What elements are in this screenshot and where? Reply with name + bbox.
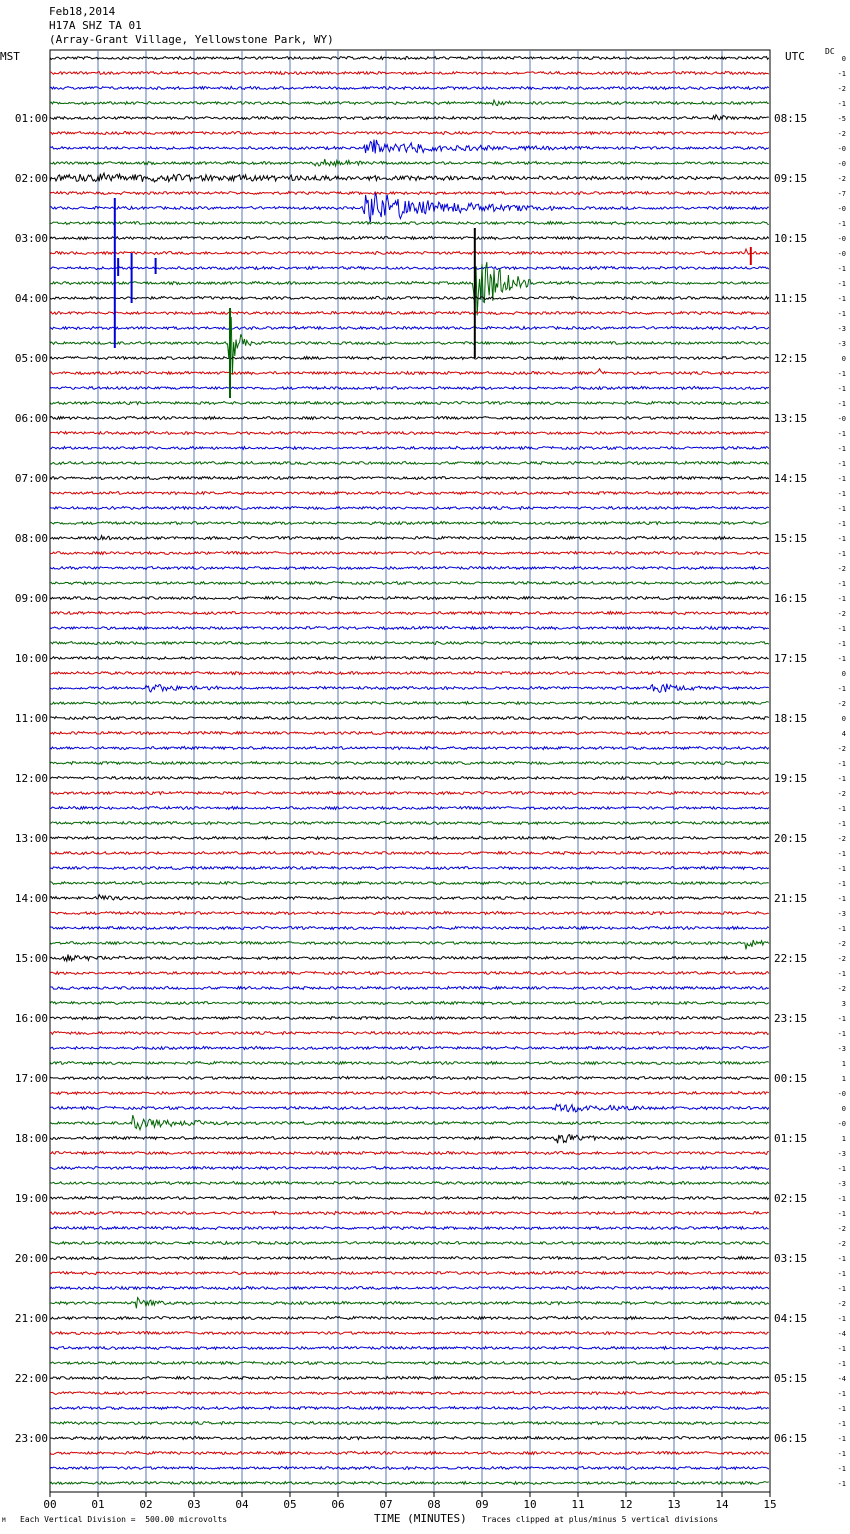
x-tick-label: 09 bbox=[475, 1498, 489, 1511]
trace-row bbox=[50, 57, 769, 60]
dc-offset-label: 0 bbox=[841, 355, 846, 363]
trace-row bbox=[50, 1135, 769, 1144]
dc-offset-label: -2 bbox=[837, 700, 846, 708]
mst-hour-label: 17:00 bbox=[14, 1072, 48, 1085]
dc-offset-label: -3 bbox=[837, 340, 846, 348]
trace-row bbox=[50, 567, 769, 570]
plot-frame bbox=[50, 50, 770, 1492]
trace-row bbox=[50, 1115, 769, 1130]
trace-row bbox=[50, 132, 769, 135]
utc-hour-label: 16:15 bbox=[774, 592, 808, 605]
trace-row bbox=[50, 1377, 769, 1380]
dc-offset-label: -1 bbox=[837, 850, 846, 858]
trace-row bbox=[50, 369, 769, 375]
mst-hour-label: 02:00 bbox=[14, 172, 48, 185]
dc-offset-label: -1 bbox=[837, 70, 846, 78]
right-axis-label: UTC bbox=[785, 50, 805, 63]
trace-row bbox=[50, 701, 769, 704]
x-tick-label: 10 bbox=[523, 1498, 537, 1511]
x-tick-label: 14 bbox=[715, 1498, 729, 1511]
x-tick-label: 07 bbox=[379, 1498, 393, 1511]
dc-offset-label: -1 bbox=[837, 820, 846, 828]
trace-row bbox=[50, 671, 769, 674]
dc-offset-label: -1 bbox=[837, 295, 846, 303]
trace-row bbox=[50, 262, 769, 315]
trace-row bbox=[50, 476, 769, 479]
trace-row bbox=[50, 852, 769, 855]
trace-row bbox=[50, 642, 769, 645]
dc-offset-label: -1 bbox=[837, 550, 846, 558]
mst-hour-label: 06:00 bbox=[14, 412, 48, 425]
trace-row bbox=[50, 1032, 769, 1035]
utc-hour-label: 01:15 bbox=[774, 1132, 808, 1145]
trace-row bbox=[50, 1257, 769, 1260]
dc-offset-label: -1 bbox=[837, 1030, 846, 1038]
dc-offset-label: -0 bbox=[837, 160, 846, 168]
dc-offset-label: -1 bbox=[837, 445, 846, 453]
trace-row bbox=[50, 1287, 769, 1290]
trace-row bbox=[50, 386, 769, 389]
trace-row bbox=[50, 940, 769, 949]
mst-hour-label: 15:00 bbox=[14, 952, 48, 965]
trace-row bbox=[50, 955, 769, 962]
utc-hour-label: 21:15 bbox=[774, 892, 808, 905]
trace-row bbox=[50, 627, 769, 630]
dc-offset-label: -1 bbox=[837, 1405, 846, 1413]
utc-hour-label: 06:15 bbox=[774, 1432, 808, 1445]
trace-row bbox=[50, 1481, 769, 1484]
trace-row bbox=[50, 1227, 769, 1230]
footer-clip-note: Traces clipped at plus/minus 5 vertical divisions bbox=[482, 1515, 719, 1524]
utc-hour-label: 18:15 bbox=[774, 712, 808, 725]
trace-row bbox=[50, 987, 769, 990]
utc-hour-label: 19:15 bbox=[774, 772, 808, 785]
mst-hour-label: 23:00 bbox=[14, 1432, 48, 1445]
trace-row bbox=[50, 882, 769, 885]
dc-offset-label: -1 bbox=[837, 1420, 846, 1428]
dc-offset-label: -4 bbox=[837, 1330, 846, 1338]
dc-offset-label: -2 bbox=[837, 985, 846, 993]
trace-row bbox=[50, 866, 769, 869]
trace-row bbox=[50, 1317, 769, 1320]
trace-row bbox=[50, 971, 769, 974]
header-date: Feb18,2014 bbox=[49, 5, 116, 18]
trace-row bbox=[50, 792, 769, 795]
trace-row bbox=[50, 492, 769, 495]
utc-hour-label: 13:15 bbox=[774, 412, 808, 425]
dc-offset-label: -0 bbox=[837, 1090, 846, 1098]
mst-hour-label: 16:00 bbox=[14, 1012, 48, 1025]
trace-row bbox=[50, 746, 769, 749]
dc-offset-label: -1 bbox=[837, 385, 846, 393]
trace-row bbox=[50, 776, 769, 779]
dc-offset-label: -2 bbox=[837, 1240, 846, 1248]
footer-scale-note: Each Vertical Division = 500.00 microvolts bbox=[20, 1515, 228, 1524]
dc-offset-label: -1 bbox=[837, 1450, 846, 1458]
dc-offset-label: -1 bbox=[837, 100, 846, 108]
dc-offset-label: -0 bbox=[837, 250, 846, 258]
dc-offset-label: -1 bbox=[837, 1015, 846, 1023]
dc-offset-label: -1 bbox=[837, 1270, 846, 1278]
utc-hour-label: 09:15 bbox=[774, 172, 808, 185]
dc-offset-label: -1 bbox=[837, 370, 846, 378]
dc-offset-label: 0 bbox=[841, 670, 846, 678]
dc-offset-label: -3 bbox=[837, 1150, 846, 1158]
dc-offset-label: -0 bbox=[837, 205, 846, 213]
trace-row bbox=[50, 1391, 769, 1394]
trace-row bbox=[50, 927, 769, 930]
dc-offset-label: -1 bbox=[837, 640, 846, 648]
dc-offset-label: -1 bbox=[837, 1480, 846, 1488]
trace-row bbox=[50, 159, 769, 166]
mst-hour-label: 01:00 bbox=[14, 112, 48, 125]
dc-offset-label: -1 bbox=[837, 460, 846, 468]
utc-hour-label: 14:15 bbox=[774, 472, 808, 485]
trace-row bbox=[50, 357, 769, 360]
dc-offset-label: -1 bbox=[837, 685, 846, 693]
trace-row bbox=[50, 140, 769, 154]
trace-row bbox=[50, 1167, 769, 1170]
trace-row bbox=[50, 717, 769, 720]
dc-offset-label: -3 bbox=[837, 1180, 846, 1188]
dc-offset-label: -1 bbox=[837, 775, 846, 783]
trace-row bbox=[50, 1347, 769, 1350]
footer-mark: M bbox=[2, 1517, 6, 1524]
dc-offset-label: -2 bbox=[837, 835, 846, 843]
dc-offset-label: -1 bbox=[837, 430, 846, 438]
dc-offset-label: -1 bbox=[837, 310, 846, 318]
trace-row bbox=[50, 1077, 769, 1080]
mst-hour-label: 11:00 bbox=[14, 712, 48, 725]
trace-row bbox=[50, 173, 769, 182]
dc-offset-label: -0 bbox=[837, 1120, 846, 1128]
dc-offset-label: 3 bbox=[841, 1000, 846, 1008]
dc-offset-label: 0 bbox=[841, 1105, 846, 1113]
trace-row bbox=[50, 192, 769, 195]
dc-offset-label: -1 bbox=[837, 595, 846, 603]
dc-offset-label: -1 bbox=[837, 1345, 846, 1353]
dc-offset-label: -2 bbox=[837, 940, 846, 948]
trace-row bbox=[50, 911, 769, 914]
mst-hour-label: 21:00 bbox=[14, 1312, 48, 1325]
trace-row bbox=[50, 86, 769, 89]
utc-hour-label: 03:15 bbox=[774, 1252, 808, 1265]
dc-offset-label: 1 bbox=[841, 1075, 846, 1083]
trace-row bbox=[50, 222, 769, 225]
dc-offset-label: -1 bbox=[837, 1165, 846, 1173]
dc-offset-label: -4 bbox=[837, 1375, 846, 1383]
trace-row bbox=[50, 446, 769, 449]
trace-row bbox=[50, 597, 769, 600]
trace-row bbox=[50, 1407, 769, 1410]
dc-offset-label: -2 bbox=[837, 565, 846, 573]
trace-row bbox=[50, 1361, 769, 1364]
mst-hour-label: 20:00 bbox=[14, 1252, 48, 1265]
x-tick-label: 06 bbox=[331, 1498, 345, 1511]
mst-hour-label: 07:00 bbox=[14, 472, 48, 485]
dc-offset-label: -1 bbox=[837, 865, 846, 873]
x-tick-label: 01 bbox=[91, 1498, 105, 1511]
dc-offset-label: -1 bbox=[837, 1285, 846, 1293]
trace-row bbox=[50, 1196, 769, 1199]
trace-row bbox=[50, 100, 769, 105]
trace-row bbox=[50, 402, 769, 405]
mst-hour-label: 13:00 bbox=[14, 832, 48, 845]
trace-row bbox=[50, 267, 769, 270]
x-tick-label: 13 bbox=[667, 1498, 681, 1511]
dc-offset-label: -2 bbox=[837, 175, 846, 183]
trace-row bbox=[50, 1272, 769, 1275]
x-tick-label: 12 bbox=[619, 1498, 633, 1511]
dc-offset-label: -2 bbox=[837, 1225, 846, 1233]
trace-row bbox=[50, 807, 769, 810]
dc-offset-label: -3 bbox=[837, 325, 846, 333]
header-station: H17A SHZ TA 01 bbox=[49, 19, 142, 32]
utc-hour-label: 20:15 bbox=[774, 832, 808, 845]
dc-offset-label: -2 bbox=[837, 1300, 846, 1308]
utc-hour-label: 10:15 bbox=[774, 232, 808, 245]
trace-row bbox=[50, 312, 769, 315]
utc-hour-label: 04:15 bbox=[774, 1312, 808, 1325]
dc-offset-label: -0 bbox=[837, 145, 846, 153]
trace-row bbox=[50, 1152, 769, 1155]
trace-row bbox=[50, 836, 769, 839]
mst-hour-label: 14:00 bbox=[14, 892, 48, 905]
trace-row bbox=[50, 249, 769, 255]
trace-row bbox=[50, 1017, 769, 1020]
trace-row bbox=[50, 432, 769, 435]
trace-row bbox=[50, 1046, 769, 1049]
mst-hour-label: 18:00 bbox=[14, 1132, 48, 1145]
trace-row bbox=[50, 417, 769, 420]
dc-offset-label: -1 bbox=[837, 400, 846, 408]
dc-offset-label: -1 bbox=[837, 1210, 846, 1218]
trace-row bbox=[50, 115, 769, 120]
x-tick-label: 08 bbox=[427, 1498, 441, 1511]
dc-offset-label: -2 bbox=[837, 790, 846, 798]
dc-offset-label: -3 bbox=[837, 910, 846, 918]
trace-row bbox=[50, 327, 769, 330]
dc-offset-label: -1 bbox=[837, 475, 846, 483]
dc-offset-label: -1 bbox=[837, 490, 846, 498]
trace-row bbox=[50, 521, 769, 524]
dc-offset-label: -0 bbox=[837, 415, 846, 423]
trace-row bbox=[50, 1211, 769, 1214]
dc-offset-label: -1 bbox=[837, 1390, 846, 1398]
trace-row bbox=[50, 1105, 769, 1112]
trace-row bbox=[50, 657, 769, 660]
utc-hour-label: 12:15 bbox=[774, 352, 808, 365]
mst-hour-label: 05:00 bbox=[14, 352, 48, 365]
x-tick-label: 03 bbox=[187, 1498, 201, 1511]
dc-offset-label: 0 bbox=[841, 715, 846, 723]
dc-offset-label: 1 bbox=[841, 1135, 846, 1143]
dc-offset-label: -1 bbox=[837, 970, 846, 978]
utc-hour-label: 08:15 bbox=[774, 112, 808, 125]
trace-row bbox=[50, 462, 769, 465]
dc-offset-label: -1 bbox=[837, 1255, 846, 1263]
dc-offset-label: -5 bbox=[837, 115, 846, 123]
x-tick-label: 15 bbox=[763, 1498, 777, 1511]
dc-offset-label: -1 bbox=[837, 895, 846, 903]
mst-hour-label: 19:00 bbox=[14, 1192, 48, 1205]
mst-hour-label: 08:00 bbox=[14, 532, 48, 545]
dc-offset-label: -1 bbox=[837, 625, 846, 633]
mst-hour-label: 03:00 bbox=[14, 232, 48, 245]
utc-hour-label: 22:15 bbox=[774, 952, 808, 965]
dc-offset-label: 1 bbox=[841, 1060, 846, 1068]
trace-row bbox=[50, 194, 769, 222]
mst-hour-label: 22:00 bbox=[14, 1372, 48, 1385]
dc-offset-label: -1 bbox=[837, 220, 846, 228]
utc-hour-label: 02:15 bbox=[774, 1192, 808, 1205]
dc-offset-label: -1 bbox=[837, 265, 846, 273]
trace-row bbox=[50, 1091, 769, 1094]
x-tick-label: 11 bbox=[571, 1498, 585, 1511]
dc-offset-label: -1 bbox=[837, 1435, 846, 1443]
dc-offset-label: -1 bbox=[837, 505, 846, 513]
dc-offset-label: -1 bbox=[837, 280, 846, 288]
trace-row bbox=[50, 1062, 769, 1065]
trace-row bbox=[50, 581, 769, 584]
trace-row bbox=[50, 895, 769, 900]
dc-offset-label: -1 bbox=[837, 925, 846, 933]
dc-offset-label: -1 bbox=[837, 535, 846, 543]
dc-offset-label: -3 bbox=[837, 1045, 846, 1053]
dc-offset-label: -1 bbox=[837, 880, 846, 888]
trace-row bbox=[50, 317, 769, 375]
footer-x-title: TIME (MINUTES) bbox=[374, 1512, 467, 1525]
trace-row bbox=[50, 552, 769, 555]
trace-row bbox=[50, 1298, 769, 1309]
trace-row bbox=[50, 822, 769, 825]
dc-offset-label: -1 bbox=[837, 520, 846, 528]
header-location: (Array-Grant Village, Yellowstone Park, WY) bbox=[49, 33, 334, 46]
trace-row bbox=[50, 71, 769, 74]
trace-row bbox=[50, 1182, 769, 1185]
utc-hour-label: 17:15 bbox=[774, 652, 808, 665]
dc-offset-label: -1 bbox=[837, 760, 846, 768]
trace-row bbox=[50, 611, 769, 614]
utc-hour-label: 11:15 bbox=[774, 292, 808, 305]
utc-hour-label: 23:15 bbox=[774, 1012, 808, 1025]
dc-label: DC bbox=[825, 47, 835, 56]
mst-hour-label: 09:00 bbox=[14, 592, 48, 605]
dc-offset-label: -2 bbox=[837, 130, 846, 138]
utc-hour-label: 05:15 bbox=[774, 1372, 808, 1385]
dc-offset-label: -1 bbox=[837, 805, 846, 813]
trace-row bbox=[50, 1467, 769, 1470]
trace-row bbox=[50, 1436, 769, 1439]
dc-offset-label: -2 bbox=[837, 610, 846, 618]
dc-offset-label: -0 bbox=[837, 235, 846, 243]
dc-offset-label: -7 bbox=[837, 190, 846, 198]
dc-offset-label: -2 bbox=[837, 745, 846, 753]
utc-hour-label: 15:15 bbox=[774, 532, 808, 545]
dc-offset-label: -2 bbox=[837, 955, 846, 963]
trace-row bbox=[50, 762, 769, 765]
trace-row bbox=[50, 1242, 769, 1245]
trace-row bbox=[50, 296, 769, 299]
trace-row bbox=[50, 1452, 769, 1455]
x-tick-label: 05 bbox=[283, 1498, 297, 1511]
mst-hour-label: 12:00 bbox=[14, 772, 48, 785]
trace-row bbox=[50, 237, 769, 240]
x-tick-label: 04 bbox=[235, 1498, 249, 1511]
dc-offset-label: -1 bbox=[837, 655, 846, 663]
utc-hour-label: 00:15 bbox=[774, 1072, 808, 1085]
trace-row bbox=[50, 536, 769, 540]
dc-offset-label: -1 bbox=[837, 1360, 846, 1368]
x-tick-label: 02 bbox=[139, 1498, 153, 1511]
trace-row bbox=[50, 1001, 769, 1004]
dc-offset-label: -1 bbox=[837, 1465, 846, 1473]
dc-offset-label: 0 bbox=[841, 55, 846, 63]
mst-hour-label: 10:00 bbox=[14, 652, 48, 665]
left-axis-label: MST bbox=[0, 50, 20, 63]
dc-offset-label: -1 bbox=[837, 1195, 846, 1203]
x-tick-label: 00 bbox=[43, 1498, 57, 1511]
dc-offset-label: -1 bbox=[837, 580, 846, 588]
dc-offset-label: -1 bbox=[837, 1315, 846, 1323]
trace-row bbox=[50, 684, 769, 693]
dc-offset-label: -2 bbox=[837, 85, 846, 93]
dc-offset-label: 4 bbox=[841, 730, 846, 738]
trace-row bbox=[50, 507, 769, 510]
trace-row bbox=[50, 1332, 769, 1335]
mst-hour-label: 04:00 bbox=[14, 292, 48, 305]
trace-row bbox=[50, 732, 769, 735]
trace-row bbox=[50, 1422, 769, 1425]
